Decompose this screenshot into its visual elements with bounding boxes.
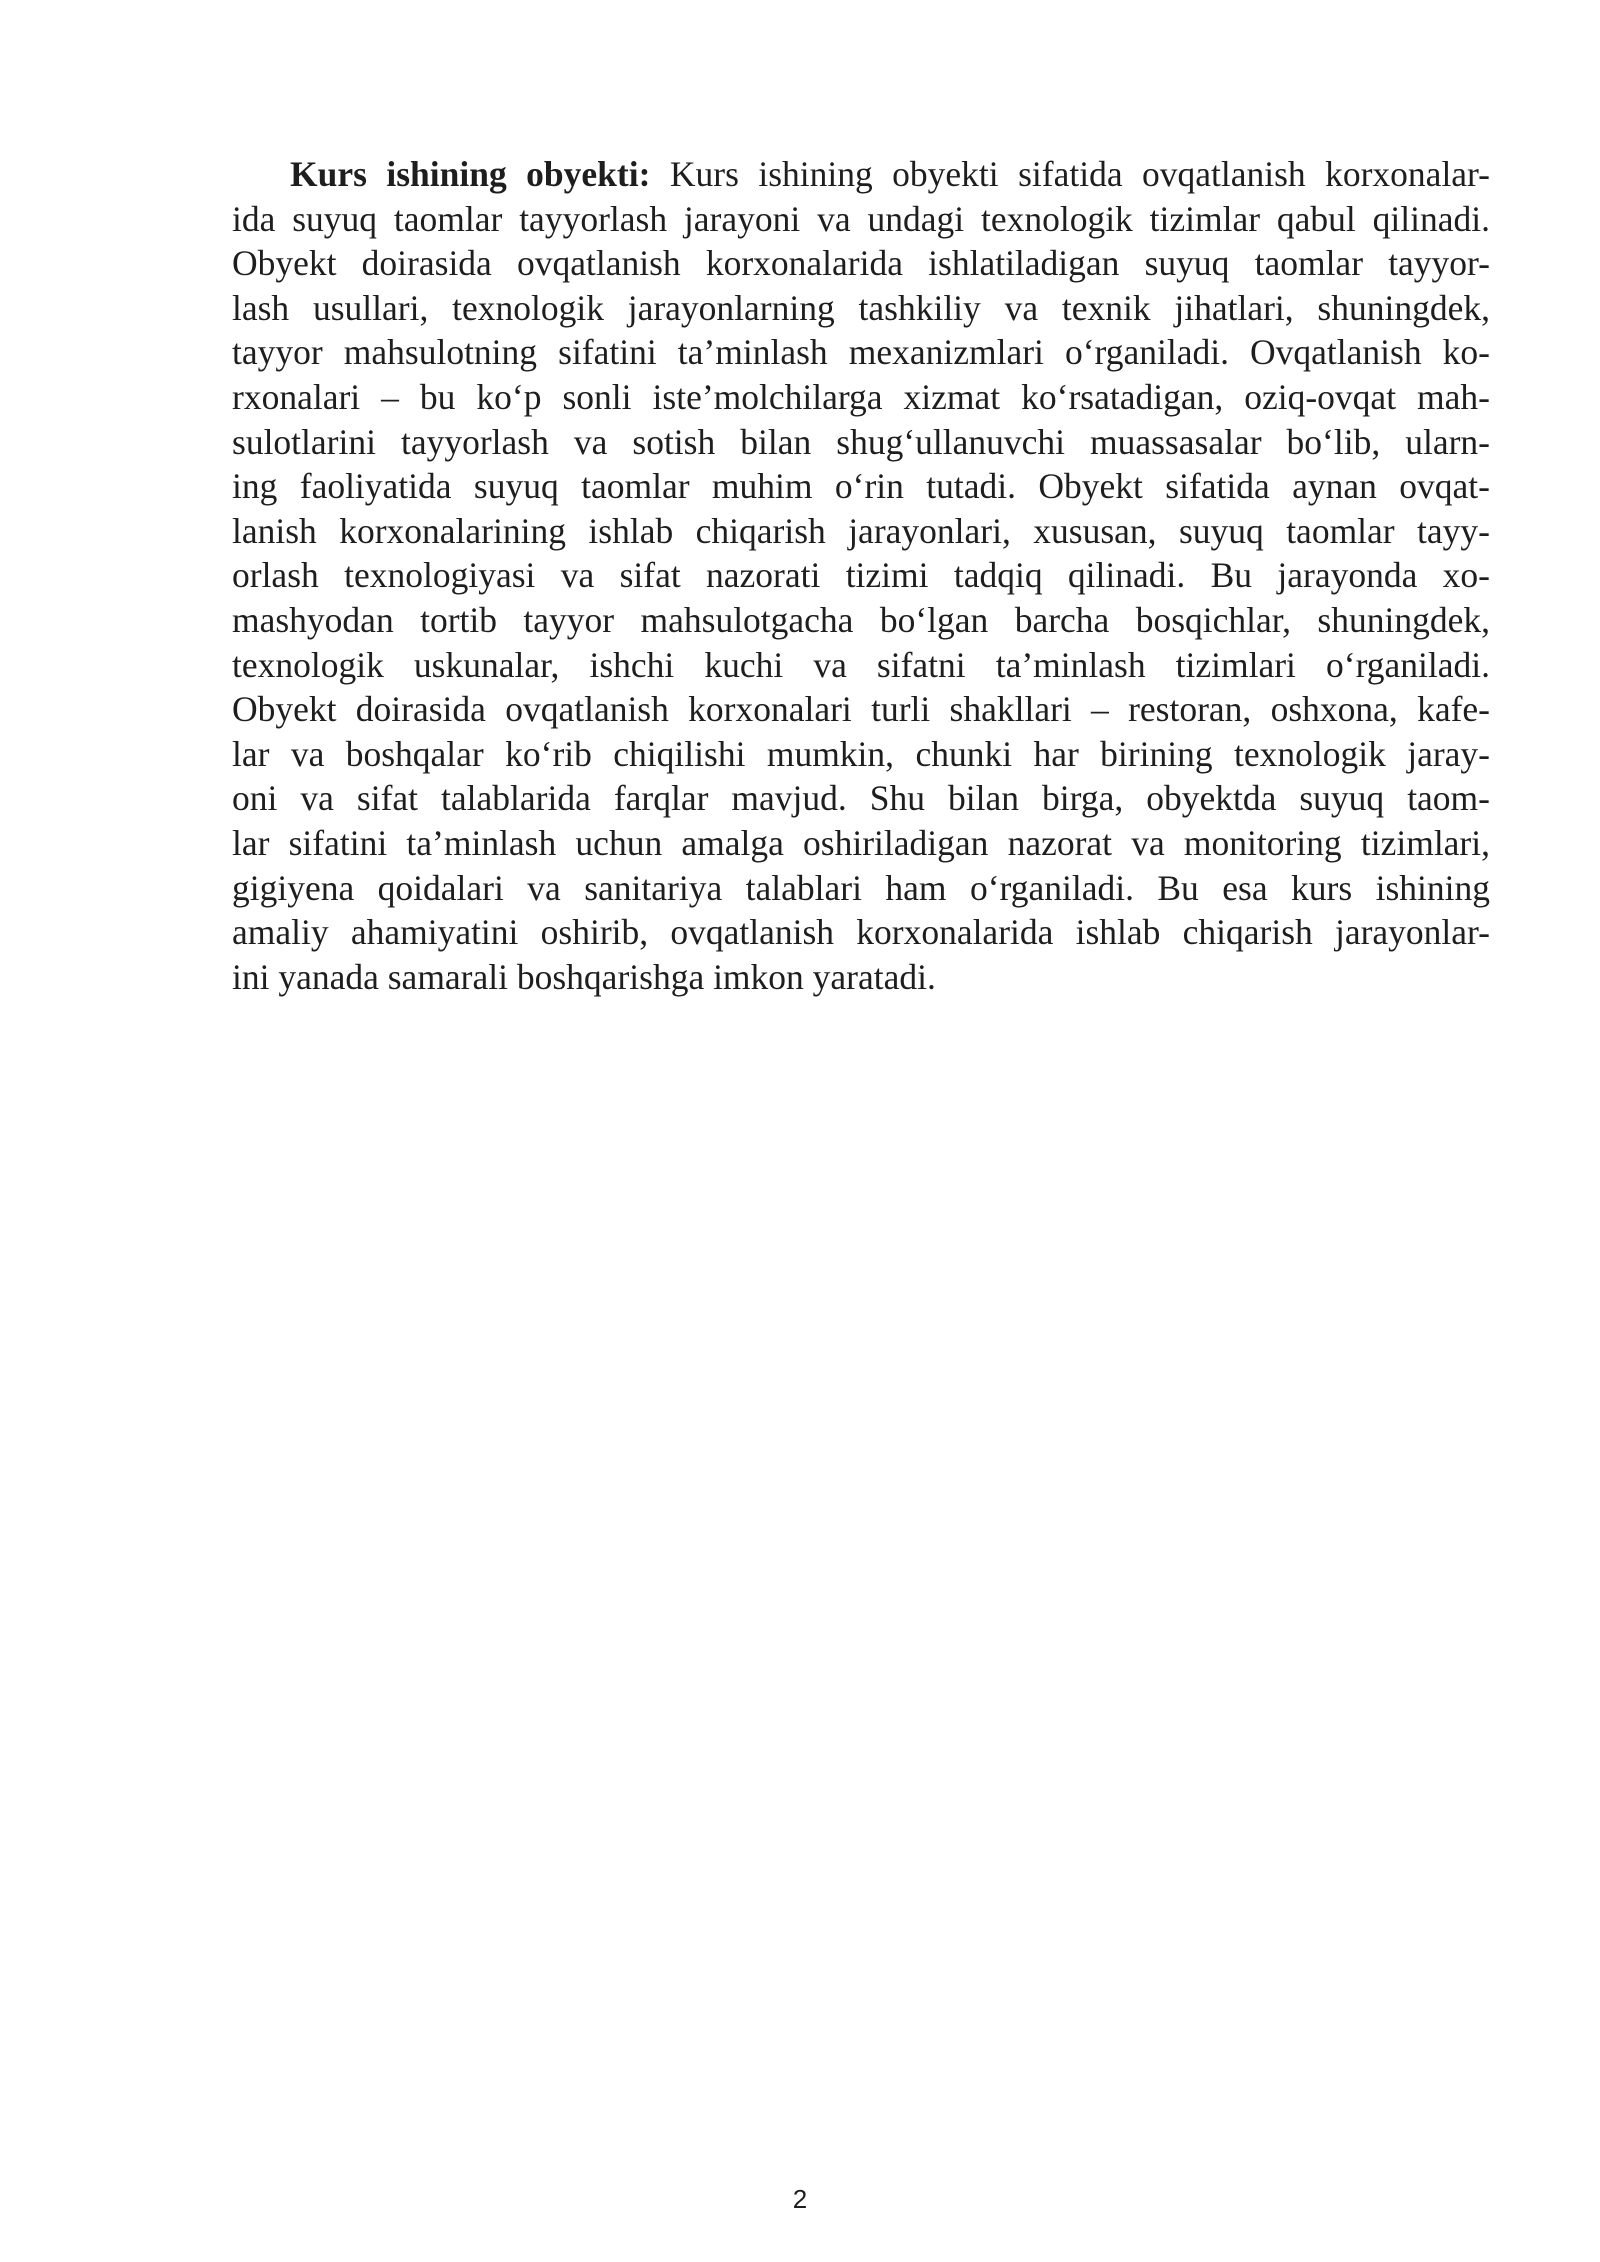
paragraph-line: orlash texnologiyasi va sifat nazorati tizimi tadqiq qilinadi. Bu jarayonda xo- — [232, 555, 1490, 596]
paragraph-line: mashyodan tortib tayyor mahsulotgacha bo‘lgan barcha bosqichlar, shuningdek, — [232, 599, 1490, 640]
paragraph-line: Obyekt doirasida ovqatlanish korxonalarida ishlatiladigan suyuq taomlar tayyor- — [232, 243, 1490, 284]
paragraph-line: ini yanada samarali boshqarishga imkon yaratadi. — [232, 956, 936, 997]
paragraph-line: Obyekt doirasida ovqatlanish korxonalari turli shakllari – restoran, oshxona, kafe- — [232, 689, 1490, 730]
paragraph-line: ing faoliyatida suyuq taomlar muhim o‘rin tutadi. Obyekt sifatida aynan ovqat- — [232, 466, 1490, 507]
paragraph-line: oni va sifat talablarida farqlar mavjud. Shu bilan birga, obyektda suyuq taom- — [232, 778, 1490, 819]
paragraph-line: ida suyuq taomlar tayyorlash jarayoni va undagi texnologik tizimlar qabul qilinadi. — [232, 198, 1490, 239]
paragraph-line: amaliy ahamiyatini oshirib, ovqatlanish korxonalarida ishlab chiqarish jarayonlar- — [232, 912, 1490, 953]
line-text: Kurs ishining obyekti sifatida ovqatlanish korxonalar- — [669, 154, 1490, 194]
paragraph-line: lar va boshqalar ko‘rib chiqilishi mumkin, chunki har birining texnologik jaray- — [232, 733, 1490, 774]
section-heading: Kurs ishining obyekti: — [290, 154, 651, 194]
paragraph-line: rxonalari – bu ko‘p sonli iste’molchilarga xizmat ko‘rsatadigan, oziq-ovqat mah- — [232, 376, 1490, 417]
paragraph-line: sulotlarini tayyorlash va sotish bilan shug‘ullanuvchi muassasalar bo‘lib, ularn- — [232, 421, 1490, 462]
paragraph-line: gigiyena qoidalari va sanitariya talablari ham o‘rganiladi. Bu esa kurs ishining — [232, 867, 1490, 908]
paragraph-line: tayyor mahsulotning sifatini ta’minlash mexanizmlari o‘rganiladi. Ovqatlanish ko- — [232, 332, 1490, 373]
paragraph-line: lar sifatini ta’minlash uchun amalga oshiriladigan nazorat va monitoring tizimlari, — [232, 822, 1490, 863]
paragraph-line: texnologik uskunalar, ishchi kuchi va sifatni ta’minlash tizimlari o‘rganiladi. — [232, 644, 1490, 685]
body-paragraph — [232, 152, 1490, 999]
paragraph-line: lanish korxonalarining ishlab chiqarish jarayonlari, xususan, suyuq taomlar tayy- — [232, 510, 1490, 551]
page-number: 2 — [792, 2184, 808, 2214]
paragraph-line: lash usullari, texnologik jarayonlarning tashkiliy va texnik jihatlari, shuningdek, — [232, 287, 1490, 328]
paragraph-line — [232, 152, 1490, 197]
